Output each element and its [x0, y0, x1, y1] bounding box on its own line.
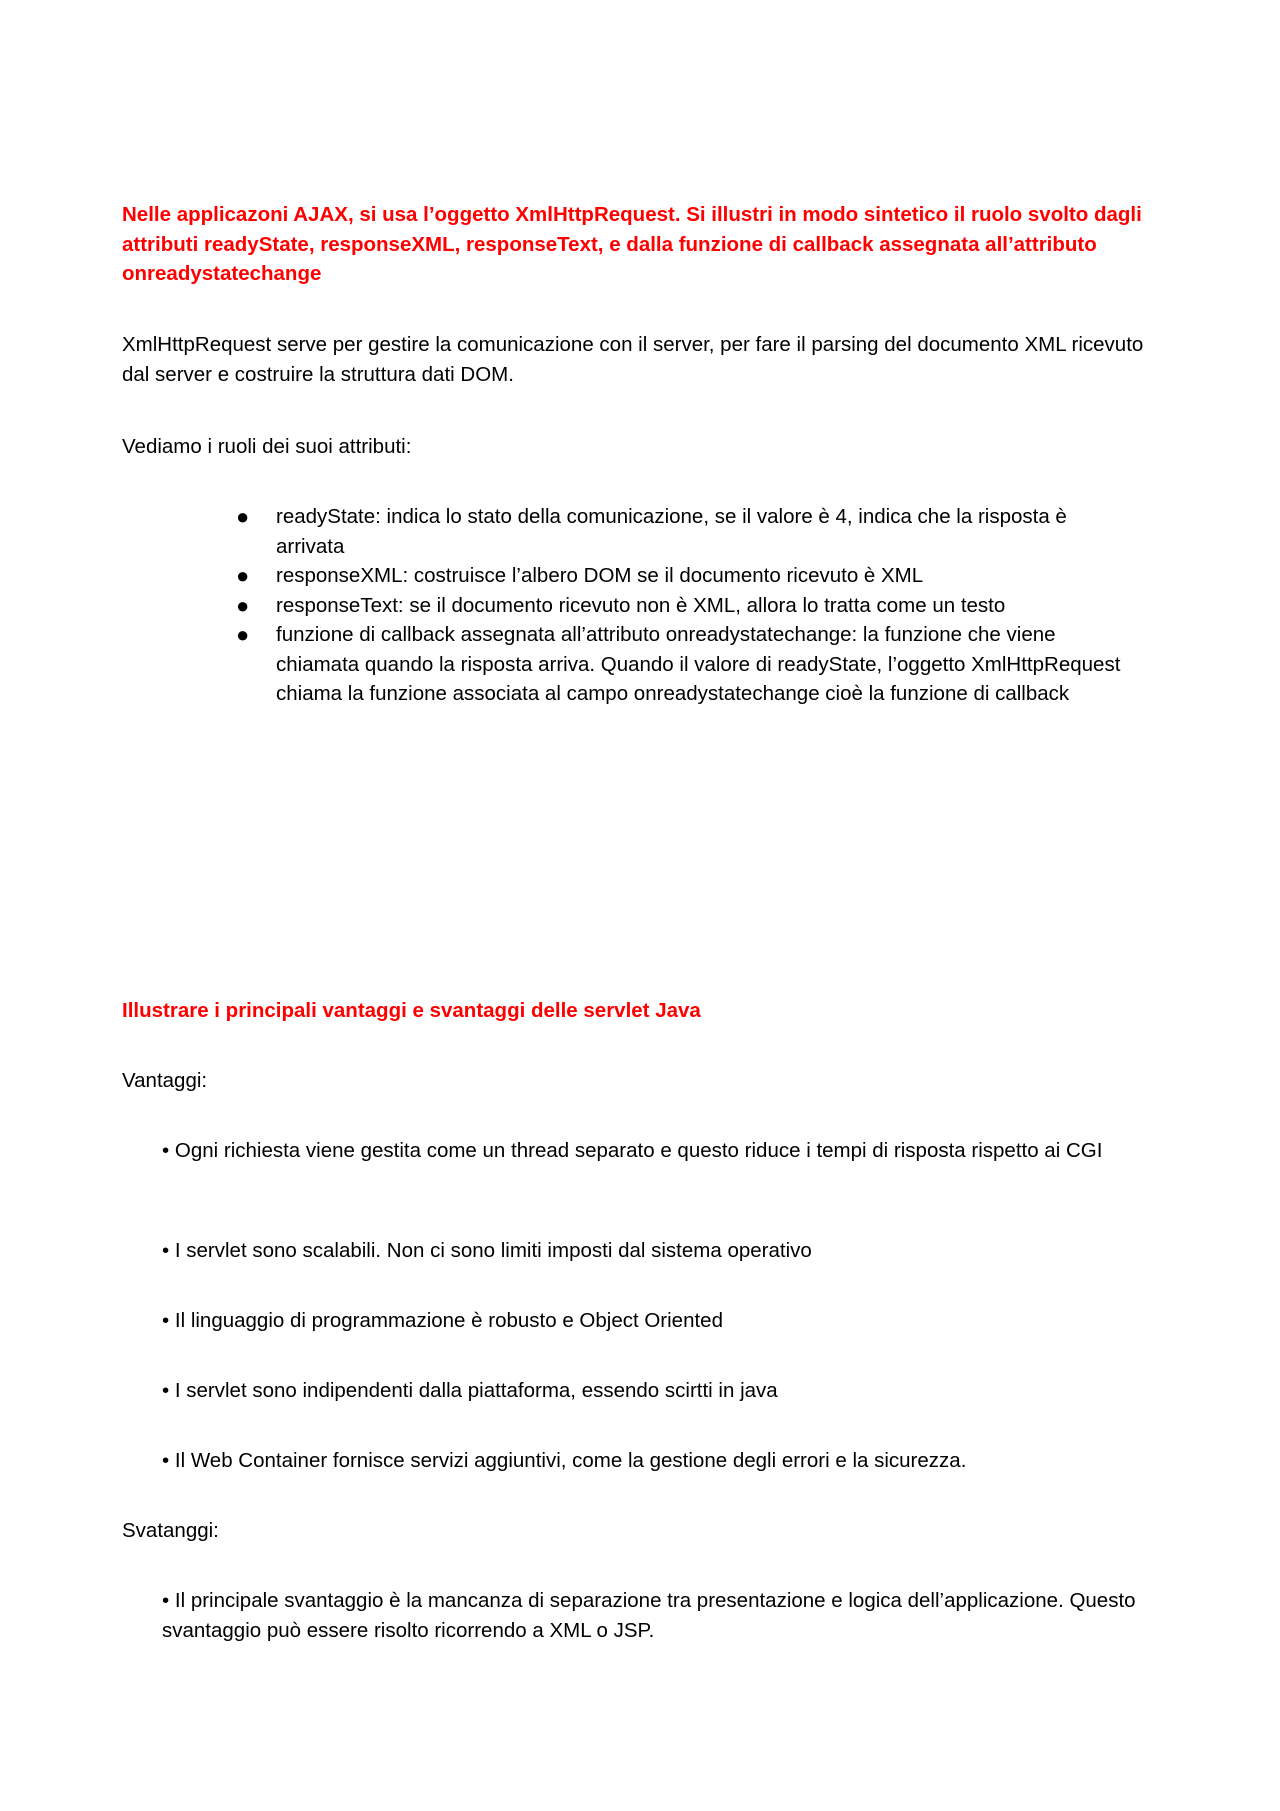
list-item-text: funzione di callback assegnata all’attributo onreadystatechange: la funzione che viene chiamata quando la risposta arriva. Quando il valore di readyState, l’oggetto XmlHttpRequest chiama la funzione associata al campo onreadystatechange cioè la funzione di callback [276, 623, 1121, 705]
list-item-text: readyState: indica lo stato della comunicazione, se il valore è 4, indica che la risposta è arrivata [276, 505, 1067, 558]
advantage-item: • Il Web Container fornisce servizi aggiuntivi, come la gestione degli errori e la sicurezza. [162, 1449, 967, 1472]
question-ajax-heading: Nelle applicazoni AJAX, si usa l’oggetto XmlHttpRequest. Si illustri in modo sintetico il ruolo svolto dagli attributi readyState, responseXML, responseText, e dalla funzione di callback assegnata all’attributo onreadystatechange [122, 203, 1142, 285]
list-item [236, 502, 1140, 561]
disadvantages-heading: Svatanggi: [122, 1519, 219, 1542]
advantages-heading: Vantaggi: [122, 1069, 208, 1092]
attributes-list [236, 502, 1140, 709]
list-item [236, 591, 1140, 621]
question-servlet-heading: Illustrare i principali vantaggi e svantaggi delle servlet Java [122, 999, 701, 1022]
bullet-icon: ● [236, 504, 250, 529]
bullet-icon: ● [236, 592, 250, 618]
advantage-item: • Ogni richiesta viene gestita come un thread separato e questo riduce i tempi di risposta rispetto ai CGI [162, 1139, 1103, 1162]
bullet-icon: ● [236, 563, 250, 588]
list-item-text: responseXML: costruisce l’albero DOM se il documento ricevuto è XML [276, 564, 924, 587]
bullet-icon: ● [236, 622, 250, 647]
list-item [236, 561, 1140, 591]
list-item-text: responseText: se il documento ricevuto non è XML, allora lo tratta come un testo [276, 593, 1006, 617]
roles-heading: Vediamo i ruoli dei suoi attributi: [122, 435, 412, 458]
advantage-item: • I servlet sono scalabili. Non ci sono limiti imposti dal sistema operativo [162, 1239, 812, 1262]
xmlhttprequest-intro: XmlHttpRequest serve per gestire la comunicazione con il server, per fare il parsing del documento XML ricevuto dal server e costruire la struttura dati DOM. [122, 333, 1144, 386]
advantage-item: • I servlet sono indipendenti dalla piattaforma, essendo scirtti in java [162, 1379, 778, 1402]
list-item [236, 620, 1140, 709]
disadvantage-item: • Il principale svantaggio è la mancanza di separazione tra presentazione e logica dell’applicazione. Questo svantaggio può essere risolto ricorrendo a XML o JSP. [162, 1589, 1136, 1642]
advantage-item: • Il linguaggio di programmazione è robusto e Object Oriented [162, 1309, 723, 1332]
